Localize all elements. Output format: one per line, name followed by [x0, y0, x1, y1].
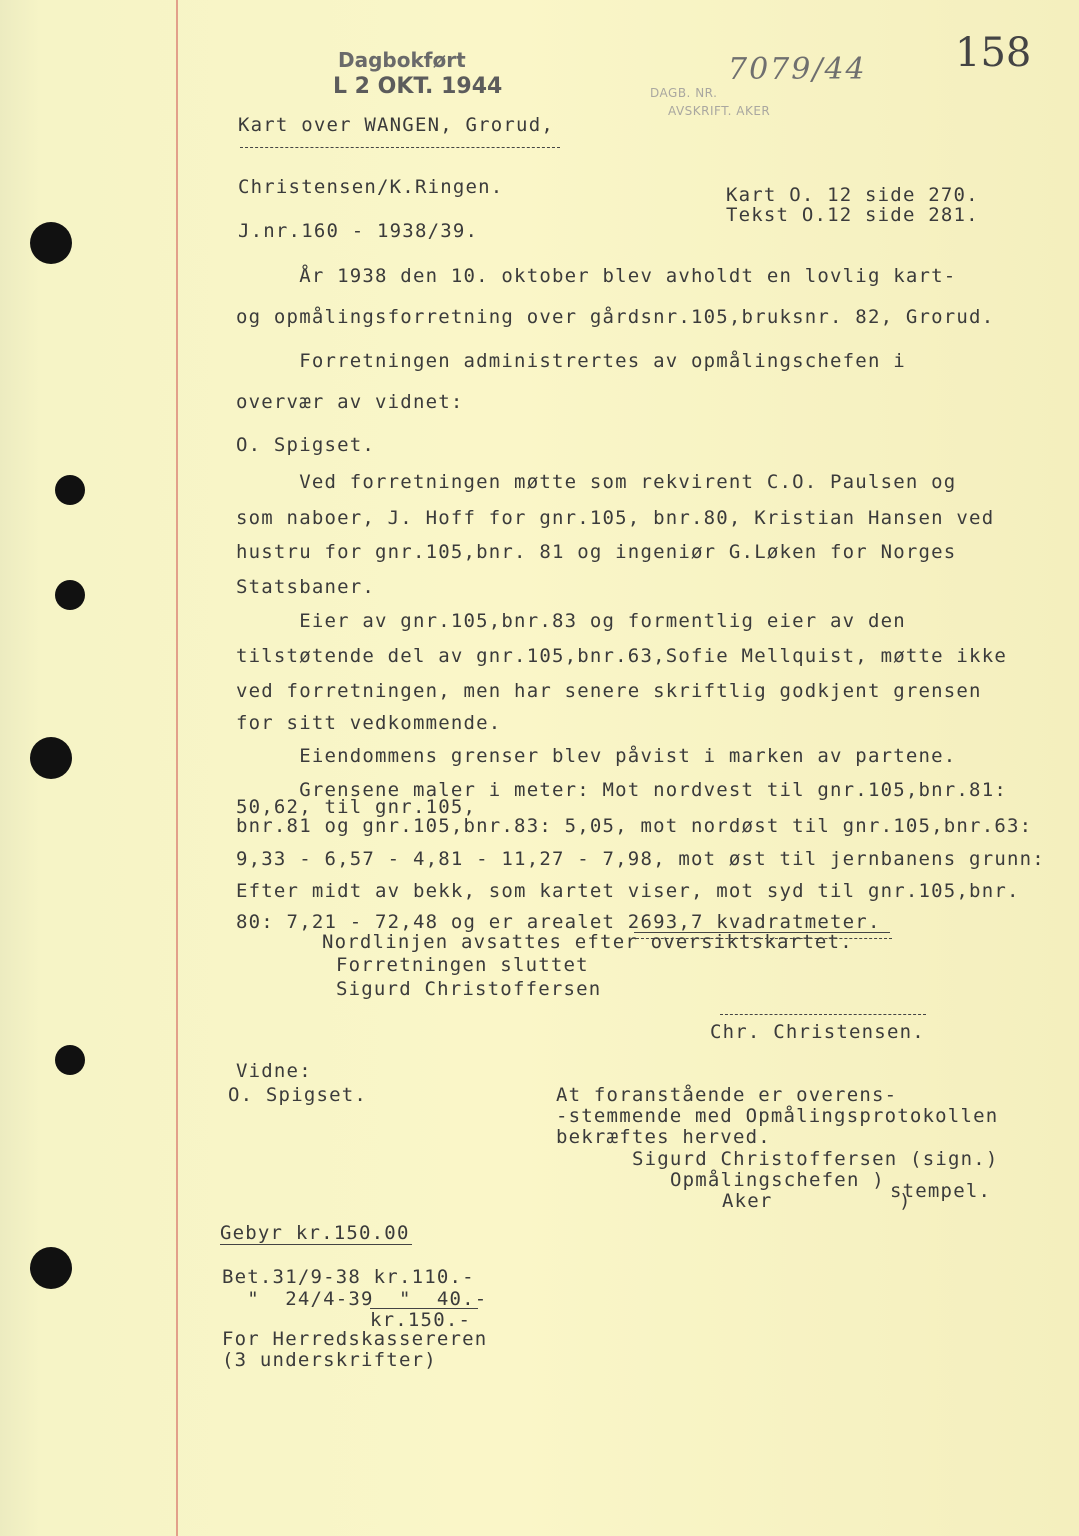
body-line: ved forretningen, men har senere skriftlig godkjent grensen — [236, 680, 982, 702]
payment-line: " 24/4-39 " 40.- — [222, 1288, 488, 1310]
measure-line-inserted: 50,62, til gnr.105, — [236, 796, 477, 818]
body-line: overvær av vidnet: — [236, 391, 464, 413]
nordlinjen-note: Nordlinjen avsattes efter oversiktskartet. — [322, 931, 853, 953]
body-line: som naboer, J. Hoff for gnr.105, bnr.80, Kristian Hansen ved — [236, 507, 995, 529]
witness-label: Vidne: — [236, 1060, 312, 1082]
punch-hole — [30, 737, 72, 779]
certification-line: bekræftes herved. — [556, 1126, 771, 1148]
punch-hole — [55, 580, 85, 610]
body-line: tilstøtende del av gnr.105,bnr.63,Sofie Mellquist, møtte ikke — [236, 645, 1007, 667]
measure-line: 80: 7,21 - 72,48 og er arealet 2693,7 kvadratmeter. — [236, 911, 881, 933]
gebyr-underline — [220, 1244, 412, 1245]
dagb-nr-stamp: DAGB. NR. — [650, 86, 718, 100]
body-line: for sitt vedkommende. — [236, 712, 502, 734]
measure-line: bnr.81 og gnr.105,bnr.83: 5,05, mot nordøst til gnr.105,bnr.63: — [236, 815, 1033, 837]
signer-christensen: Chr. Christensen. — [710, 1021, 925, 1043]
body-line: O. Spigset. — [236, 434, 376, 456]
measure-line: 9,33 - 6,57 - 4,81 - 11,27 - 7,98, mot øst til jernbanens grunn: — [236, 848, 1045, 870]
body-line: Forretningen administrertes av opmålingschefen i — [236, 350, 906, 372]
herredskassereren: For Herredskassereren — [222, 1328, 488, 1350]
certification-stempel: stempel. — [890, 1180, 992, 1202]
page-number: 158 — [955, 30, 1032, 76]
nordlinjen-rule — [636, 938, 892, 939]
body-line: Ved forretningen møtte som rekvirent C.O. Paulsen og — [236, 471, 957, 493]
certification-line: -stemmende med Opmålingsprotokollen — [556, 1105, 999, 1127]
tekst-reference: Tekst O.12 side 281. — [726, 204, 979, 226]
forretningen-sluttet: Forretningen sluttet — [336, 954, 589, 976]
signer-sigurd: Sigurd Christoffersen — [336, 978, 602, 1000]
kart-reference: Kart O. 12 side 270. — [726, 184, 979, 206]
certification-signer: Sigurd Christoffersen (sign.) — [632, 1148, 999, 1170]
margin-line — [176, 0, 178, 1536]
punch-hole — [55, 475, 85, 505]
punch-hole — [30, 1247, 72, 1289]
body-line: Statsbaner. — [236, 576, 376, 598]
title-rule — [240, 147, 560, 148]
certification-title: Opmålingschefen ) — [670, 1169, 885, 1191]
avskrift-stamp: AVSKRIFT. AKER — [668, 104, 771, 118]
journal-number: J.nr.160 - 1938/39. — [238, 220, 479, 242]
underskrifter: (3 underskrifter) — [222, 1349, 437, 1371]
body-line: og opmålingsforretning over gårdsnr.105,bruksnr. 82, Grorud. — [236, 306, 995, 328]
measure-line: Efter midt av bekk, som kartet viser, mot syd til gnr.105,bnr. — [236, 880, 1020, 902]
parties: Christensen/K.Ringen. — [238, 176, 504, 198]
signature-rule — [720, 1014, 926, 1015]
punch-hole — [55, 1045, 85, 1075]
body-line: År 1938 den 10. oktober blev avholdt en lovlig kart- — [236, 265, 957, 287]
body-line: Eier av gnr.105,bnr.83 og formentlig eier av den — [236, 610, 906, 632]
gebyr: Gebyr kr.150.00 — [220, 1222, 410, 1244]
body-line: Eiendommens grenser blev påvist i marken av partene. — [236, 745, 957, 767]
witness-name: O. Spigset. — [228, 1084, 368, 1106]
dagbokfort-stamp-date: L 2 OKT. 1944 — [333, 74, 503, 99]
certification-place: Aker ) — [722, 1190, 912, 1212]
handwritten-journal-number: 7079/44 — [728, 52, 867, 87]
payment-line: Bet.31/9-38 kr.110.- — [222, 1266, 475, 1288]
payment-total: kr.150.- — [370, 1309, 472, 1331]
punch-hole — [30, 222, 72, 264]
document-title: Kart over WANGEN, Grorud, — [238, 114, 554, 136]
measure-line: Grensene maler i meter: Mot nordvest til gnr.105,bnr.81: — [236, 779, 1007, 801]
body-line: hustru for gnr.105,bnr. 81 og ingeniør G.Løken for Norges — [236, 541, 957, 563]
dagbokfort-stamp-title: Dagbokført — [338, 48, 466, 72]
certification-line: At foranstående er overens- — [556, 1084, 898, 1106]
